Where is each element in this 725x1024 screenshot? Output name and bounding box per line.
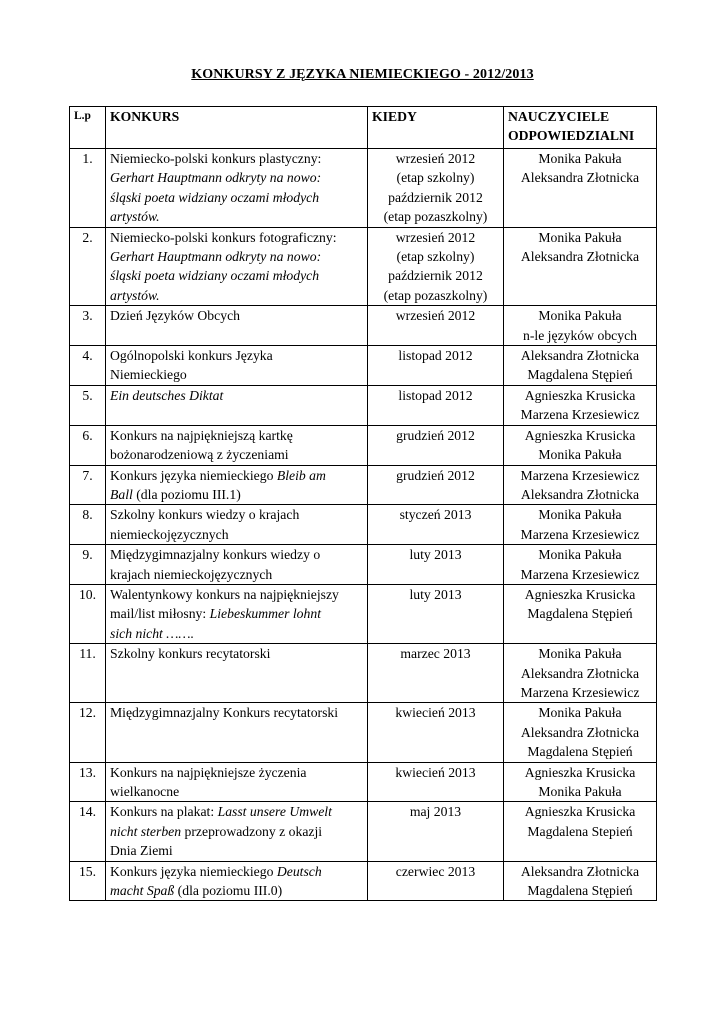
when-text: październik 2012 [388, 189, 483, 205]
teacher-name: Agnieszka Krusicka [524, 804, 636, 820]
row-number: 1. [70, 149, 106, 228]
when-cell [368, 703, 504, 762]
teachers-cell [504, 505, 657, 545]
contest-text: Deutsch [276, 863, 322, 879]
contest-cell [106, 762, 368, 802]
contest-cell [106, 861, 368, 901]
teacher-name: Magdalena Stępień [527, 606, 633, 622]
contest-line [110, 445, 363, 464]
when-text: wrzesień 2012 [395, 229, 476, 245]
contest-line [110, 881, 363, 900]
contest-text: (dla poziomu III.1) [132, 486, 241, 502]
when-cell [368, 425, 504, 465]
contest-line [110, 545, 363, 564]
contest-text: Liebeskummer lohnt [209, 606, 322, 622]
teachers-cell [504, 227, 657, 306]
header-teachers-line2: ODPOWIEDZIALNI [508, 128, 635, 144]
contest-cell [106, 545, 368, 585]
teacher-name: Monika Pakuła [538, 151, 622, 166]
contest-text: Ball [110, 486, 133, 502]
contest-line [110, 466, 363, 485]
contest-text: Niemiecko-polski konkurs plastyczny: [110, 151, 322, 166]
teacher-name: Marzena Krzesiewicz [520, 526, 640, 542]
contest-line [110, 802, 363, 821]
contest-text: Szkolny konkurs recytatorski [110, 646, 271, 662]
contest-text: Konkurs języka niemieckiego [110, 863, 277, 879]
contest-text: bożonarodzeniową z życzeniami [110, 447, 289, 463]
teacher-name: Monika Pakuła [538, 547, 622, 563]
when-cell [368, 505, 504, 545]
contest-line [110, 644, 363, 663]
contest-line [110, 247, 363, 266]
when-cell [368, 465, 504, 505]
row-number: 14. [70, 802, 106, 861]
teachers-cell [504, 346, 657, 386]
when-text: luty 2013 [409, 586, 462, 602]
row-number: 10. [70, 584, 106, 643]
table-row [70, 584, 657, 643]
teacher-name: Magdalena Stępień [527, 744, 633, 760]
teacher-name: Monika Pakuła [538, 229, 622, 245]
contest-line [110, 822, 363, 841]
row-number: 7. [70, 465, 106, 505]
contest-line [110, 604, 363, 623]
teacher-name: Aleksandra Złotnicka [520, 863, 640, 879]
table-row [70, 505, 657, 545]
teacher-name: Monika Pakuła [538, 646, 622, 662]
when-text: grudzień 2012 [396, 427, 475, 443]
when-text: marzec 2013 [400, 646, 471, 662]
table-row [70, 465, 657, 505]
header-row [70, 107, 657, 149]
contest-text: niemieckojęzycznych [110, 526, 229, 542]
teacher-name: Agnieszka Krusicka [524, 387, 636, 403]
contest-text: śląski poeta widziany oczami młodych [110, 189, 320, 205]
when-cell [368, 385, 504, 425]
teachers-cell [504, 861, 657, 901]
contest-cell [106, 149, 368, 228]
row-number: 13. [70, 762, 106, 802]
teacher-name: Magdalena Stępień [527, 883, 633, 899]
contest-cell [106, 584, 368, 643]
table-body [70, 149, 657, 901]
contest-line [110, 782, 363, 801]
contest-cell [106, 385, 368, 425]
teacher-name: Agnieszka Krusicka [524, 764, 636, 780]
when-cell [368, 545, 504, 585]
when-text: listopad 2012 [398, 387, 473, 403]
when-text: (etap pozaszkolny) [383, 287, 488, 303]
contest-text: Gerhart Hauptmann odkryty na nowo: [110, 249, 322, 265]
when-text: kwiecień 2013 [395, 764, 476, 780]
teacher-name: Monika Pakuła [538, 705, 622, 721]
teachers-cell [504, 306, 657, 346]
row-number: 2. [70, 227, 106, 306]
teacher-name: Monika Pakuła [538, 507, 622, 523]
contest-text: Dzień Języków Obcych [110, 308, 240, 324]
row-number: 5. [70, 385, 106, 425]
teacher-name: Aleksandra Złotnicka [520, 249, 640, 265]
contest-line [110, 346, 363, 365]
contest-text: (dla poziomu III.0) [174, 883, 283, 899]
row-number: 4. [70, 346, 106, 386]
when-text: (etap pozaszkolny) [383, 209, 488, 225]
contest-cell [106, 644, 368, 703]
teacher-name: Marzena Krzesiewicz [520, 467, 640, 483]
teacher-name: Marzena Krzesiewicz [520, 566, 640, 582]
contest-text: Gerhart Hauptmann odkryty na nowo: [110, 170, 322, 186]
when-text: październik 2012 [388, 268, 483, 284]
teacher-name: Aleksandra Złotnicka [520, 170, 640, 186]
when-text: wrzesień 2012 [395, 151, 476, 166]
teachers-cell [504, 545, 657, 585]
teacher-name: Monika Pakuła [538, 447, 622, 463]
table-row [70, 762, 657, 802]
contest-cell [106, 703, 368, 762]
header-teachers-line1: NAUCZYCIELE [508, 109, 610, 124]
contest-cell [106, 802, 368, 861]
contest-text: Ogólnopolski konkurs Języka [110, 348, 273, 364]
contest-text: Międzygimnazjalny konkurs wiedzy o [110, 547, 321, 563]
teacher-name: Magdalena Stepień [527, 823, 633, 839]
teacher-name: Marzena Krzesiewicz [520, 407, 640, 423]
contest-line [110, 505, 363, 524]
table-row [70, 227, 657, 306]
teachers-cell [504, 762, 657, 802]
table-row [70, 644, 657, 703]
when-text: wrzesień 2012 [395, 308, 476, 324]
teacher-name: Aleksandra Złotnicka [520, 724, 640, 740]
when-cell [368, 762, 504, 802]
teacher-name: Aleksandra Złotnicka [520, 348, 640, 364]
contest-text: Ein deutsches Diktat [110, 387, 224, 403]
when-cell [368, 346, 504, 386]
contest-line [110, 286, 363, 305]
row-number: 8. [70, 505, 106, 545]
contest-text: Walentynkowy konkurs na najpiękniejszy [110, 586, 339, 602]
row-number: 11. [70, 644, 106, 703]
contest-text: sich nicht ……. [110, 625, 195, 641]
contest-text: Dnia Ziemi [110, 843, 173, 859]
contest-cell [106, 425, 368, 465]
header-teachers [504, 107, 657, 149]
contests-table [69, 106, 657, 901]
header-contest: KONKURS [106, 107, 368, 149]
contest-line [110, 585, 363, 604]
when-cell [368, 306, 504, 346]
contest-cell [106, 505, 368, 545]
table-row [70, 149, 657, 228]
when-cell [368, 227, 504, 306]
contest-text: Szkolny konkurs wiedzy o krajach [110, 507, 300, 523]
teachers-cell [504, 465, 657, 505]
table-row [70, 545, 657, 585]
teacher-name: Monika Pakuła [538, 784, 622, 799]
teacher-name: Magdalena Stępień [527, 367, 633, 383]
contest-text: Konkurs na najpiękniejszą kartkę [110, 427, 293, 443]
table-row [70, 346, 657, 386]
teacher-name: Agnieszka Krusicka [524, 427, 636, 443]
contest-line [110, 168, 363, 187]
contest-line [110, 149, 363, 168]
contest-line [110, 565, 363, 584]
when-text: czerwiec 2013 [395, 863, 476, 879]
contest-line [110, 365, 363, 384]
contest-text: Konkurs języka niemieckiego [110, 467, 277, 483]
table-row [70, 703, 657, 762]
table-row [70, 802, 657, 861]
contest-text: Konkurs na najpiękniejsze życzenia [110, 764, 307, 780]
contest-text: przeprowadzony z okazji [181, 823, 323, 839]
contest-line [110, 386, 363, 405]
contest-line [110, 624, 363, 643]
table-row [70, 861, 657, 901]
when-cell [368, 861, 504, 901]
header-when: KIEDY [368, 107, 504, 149]
contest-cell [106, 346, 368, 386]
contest-line [110, 426, 363, 445]
table-row [70, 425, 657, 465]
contest-line [110, 763, 363, 782]
contest-text: śląski poeta widziany oczami młodych [110, 268, 320, 284]
contest-text: Niemiecko-polski konkurs fotograficzny: [110, 229, 337, 245]
teachers-cell [504, 802, 657, 861]
contest-text: wielkanocne [110, 784, 180, 799]
table-row [70, 385, 657, 425]
contest-text: krajach niemieckojęzycznych [110, 566, 273, 582]
when-text: (etap szkolny) [396, 170, 475, 186]
contest-line [110, 485, 363, 504]
teacher-name: Aleksandra Złotnicka [520, 665, 640, 681]
contest-line [110, 703, 363, 722]
contest-text: artystów. [110, 287, 160, 303]
when-text: (etap szkolny) [396, 249, 475, 265]
contest-text: Lasst unsere Umwelt [217, 804, 332, 820]
when-text: styczeń 2013 [399, 507, 472, 523]
contest-text: Niemieckiego [110, 367, 187, 383]
page-title: KONKURSY Z JĘZYKA NIEMIECKIEGO - 2012/2013 [191, 67, 534, 82]
teachers-cell [504, 385, 657, 425]
contest-text: nicht sterben [110, 823, 182, 839]
teachers-cell [504, 149, 657, 228]
teacher-name: Agnieszka Krusicka [524, 586, 636, 602]
table-row [70, 306, 657, 346]
teachers-cell [504, 703, 657, 762]
row-number: 6. [70, 425, 106, 465]
contest-line [110, 841, 363, 860]
contest-cell [106, 227, 368, 306]
when-text: maj 2013 [409, 804, 462, 820]
teachers-cell [504, 425, 657, 465]
contest-cell [106, 465, 368, 505]
contest-cell [106, 306, 368, 346]
teachers-cell [504, 584, 657, 643]
row-number: 3. [70, 306, 106, 346]
contest-line [110, 862, 363, 881]
when-cell [368, 644, 504, 703]
when-cell [368, 149, 504, 228]
teacher-name: Monika Pakuła [538, 308, 622, 324]
when-text: kwiecień 2013 [395, 705, 476, 721]
contest-line [110, 188, 363, 207]
contest-line [110, 525, 363, 544]
contest-text: Międzygimnazjalny Konkurs recytatorski [110, 705, 339, 721]
header-lp: L.p [70, 107, 106, 149]
when-text: grudzień 2012 [396, 467, 475, 483]
contest-text: Konkurs na plakat: [110, 804, 218, 820]
contest-line [110, 228, 363, 247]
when-cell [368, 584, 504, 643]
teacher-name: Marzena Krzesiewicz [520, 684, 640, 700]
teacher-name: n-le języków obcych [522, 327, 638, 343]
row-number: 12. [70, 703, 106, 762]
contest-line [110, 306, 363, 325]
when-cell [368, 802, 504, 861]
contest-text: mail/list miłosny: [110, 606, 210, 622]
row-number: 15. [70, 861, 106, 901]
contest-line [110, 207, 363, 226]
contest-text: macht Spaß [110, 883, 175, 899]
teacher-name: Aleksandra Złotnicka [520, 486, 640, 502]
contest-text: Bleib am [276, 467, 326, 483]
when-text: listopad 2012 [398, 348, 473, 364]
teachers-cell [504, 644, 657, 703]
row-number: 9. [70, 545, 106, 585]
when-text: luty 2013 [409, 547, 462, 563]
contest-text: artystów. [110, 209, 160, 225]
contest-line [110, 266, 363, 285]
